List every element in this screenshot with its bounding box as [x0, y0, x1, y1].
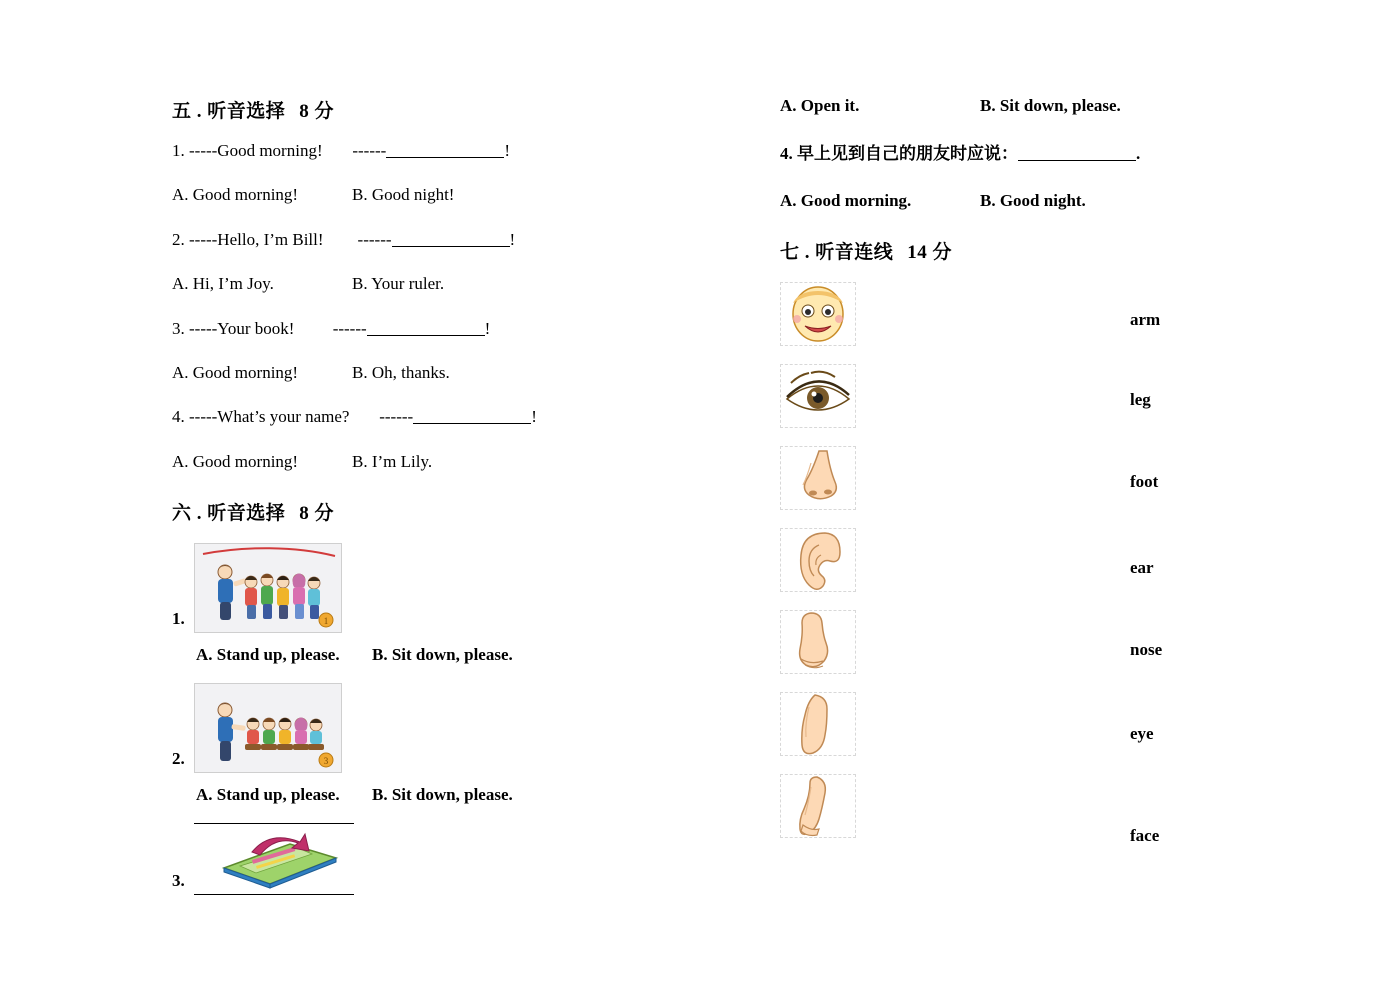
arm-picture[interactable]: [780, 692, 856, 756]
right-column: [780, 96, 1220, 922]
section-six-title: 六 . 听音选择: [172, 503, 286, 525]
ear-picture[interactable]: [780, 528, 856, 592]
match-word-eye[interactable]: eye: [1130, 724, 1154, 744]
svg-text:1: 1: [323, 616, 329, 627]
match-word-nose[interactable]: nose: [1130, 640, 1163, 660]
leg-picture[interactable]: [780, 774, 856, 838]
question-number: 3.: [172, 318, 185, 338]
answer-blank[interactable]: [392, 230, 510, 247]
question-tail: !: [509, 229, 516, 249]
question-prompt: -----Your book!: [189, 318, 295, 338]
question-number: 2.: [172, 229, 185, 249]
nose-picture[interactable]: [780, 446, 856, 510]
answer-blank[interactable]: [413, 407, 531, 424]
section-five-title: 五 . 听音选择: [172, 101, 286, 122]
eye-picture[interactable]: [780, 364, 856, 428]
answer-blank[interactable]: [386, 141, 504, 158]
option-a[interactable]: A. Open it.: [780, 96, 860, 115]
answer-dashes: ------: [379, 407, 414, 427]
open-pencil-box-picture: [194, 823, 354, 895]
option-b[interactable]: B. Good night!: [352, 185, 455, 205]
svg-text:3: 3: [323, 756, 329, 767]
section-seven-title: 七 . 听音连线: [780, 242, 894, 264]
picture-question: [172, 683, 732, 773]
question-line: [172, 319, 732, 339]
question-line: [172, 141, 732, 161]
answer-blank[interactable]: [367, 319, 485, 336]
option-a[interactable]: A. Good morning!: [172, 362, 299, 382]
option-a[interactable]: A. Stand up, please.: [196, 785, 340, 805]
answer-dashes: ------: [332, 318, 367, 338]
section-five-heading: [172, 96, 732, 123]
option-a[interactable]: A. Good morning.: [780, 190, 912, 210]
option-line: [172, 452, 732, 472]
match-word-leg[interactable]: leg: [1130, 390, 1151, 410]
section-six-heading: [172, 498, 732, 525]
picture-question-number: 2.: [172, 749, 185, 769]
match-word-ear[interactable]: ear: [1130, 558, 1154, 578]
matching-exercise: [780, 282, 1220, 922]
option-a[interactable]: A. Good morning!: [172, 185, 299, 205]
match-word-arm[interactable]: arm: [1130, 310, 1161, 330]
option-b[interactable]: B. Sit down, please.: [980, 96, 1121, 115]
answer-dashes: ------: [352, 141, 387, 160]
section-seven-score: 14 分: [907, 242, 953, 264]
question-number: 4.: [172, 407, 185, 427]
question-prompt: -----Hello, I’m Bill!: [189, 229, 324, 249]
foot-picture[interactable]: [780, 610, 856, 674]
option-a[interactable]: A. Hi, I’m Joy.: [172, 274, 274, 294]
answer-dashes: ------: [357, 229, 392, 249]
picture-option-line: [196, 645, 732, 665]
section-six-score: 8 分: [299, 503, 335, 525]
teacher-students-sitting-picture: [194, 683, 342, 773]
match-word-face[interactable]: face: [1130, 826, 1160, 846]
question-four-tail: .: [1136, 144, 1141, 164]
option-b[interactable]: B. I’m Lily.: [352, 451, 433, 471]
question-tail: !: [484, 318, 491, 338]
question-four-options: [780, 191, 1220, 211]
picture-question-number: 1.: [172, 609, 185, 629]
question-prompt: -----What’s your name?: [189, 407, 350, 427]
face-picture[interactable]: [780, 282, 856, 346]
question-number: 1.: [172, 141, 185, 160]
option-a[interactable]: A. Good morning!: [172, 451, 299, 471]
option-line: [172, 274, 732, 294]
picture-question: [172, 823, 732, 895]
picture-option-line: [196, 785, 732, 805]
option-b[interactable]: B. Oh, thanks.: [352, 362, 450, 382]
question-four-text: 4. 早上见到自己的朋友时应说：: [780, 144, 1018, 164]
question-four-line: [780, 144, 1220, 164]
section-five-score: 8 分: [299, 101, 335, 122]
picture-option-line-continued: [780, 96, 1220, 116]
question-line: [172, 230, 732, 250]
option-b[interactable]: B. Your ruler.: [352, 274, 445, 294]
left-column: [172, 96, 732, 899]
teacher-students-standing-picture: [194, 543, 342, 633]
option-b[interactable]: B. Good night.: [980, 190, 1086, 210]
picture-question: [172, 543, 732, 633]
picture-question-number: 3.: [172, 871, 185, 891]
option-a[interactable]: A. Stand up, please.: [196, 645, 340, 665]
question-tail: !: [504, 141, 510, 160]
answer-blank[interactable]: [1018, 144, 1136, 161]
question-prompt: -----Good morning!: [189, 141, 323, 160]
question-tail: !: [531, 407, 537, 427]
question-line: [172, 407, 732, 427]
section-seven-heading: [780, 237, 1220, 264]
match-word-foot[interactable]: foot: [1130, 472, 1159, 492]
option-line: [172, 185, 732, 205]
option-b[interactable]: B. Sit down, please.: [372, 785, 513, 805]
option-line: [172, 363, 732, 383]
option-b[interactable]: B. Sit down, please.: [372, 645, 513, 665]
